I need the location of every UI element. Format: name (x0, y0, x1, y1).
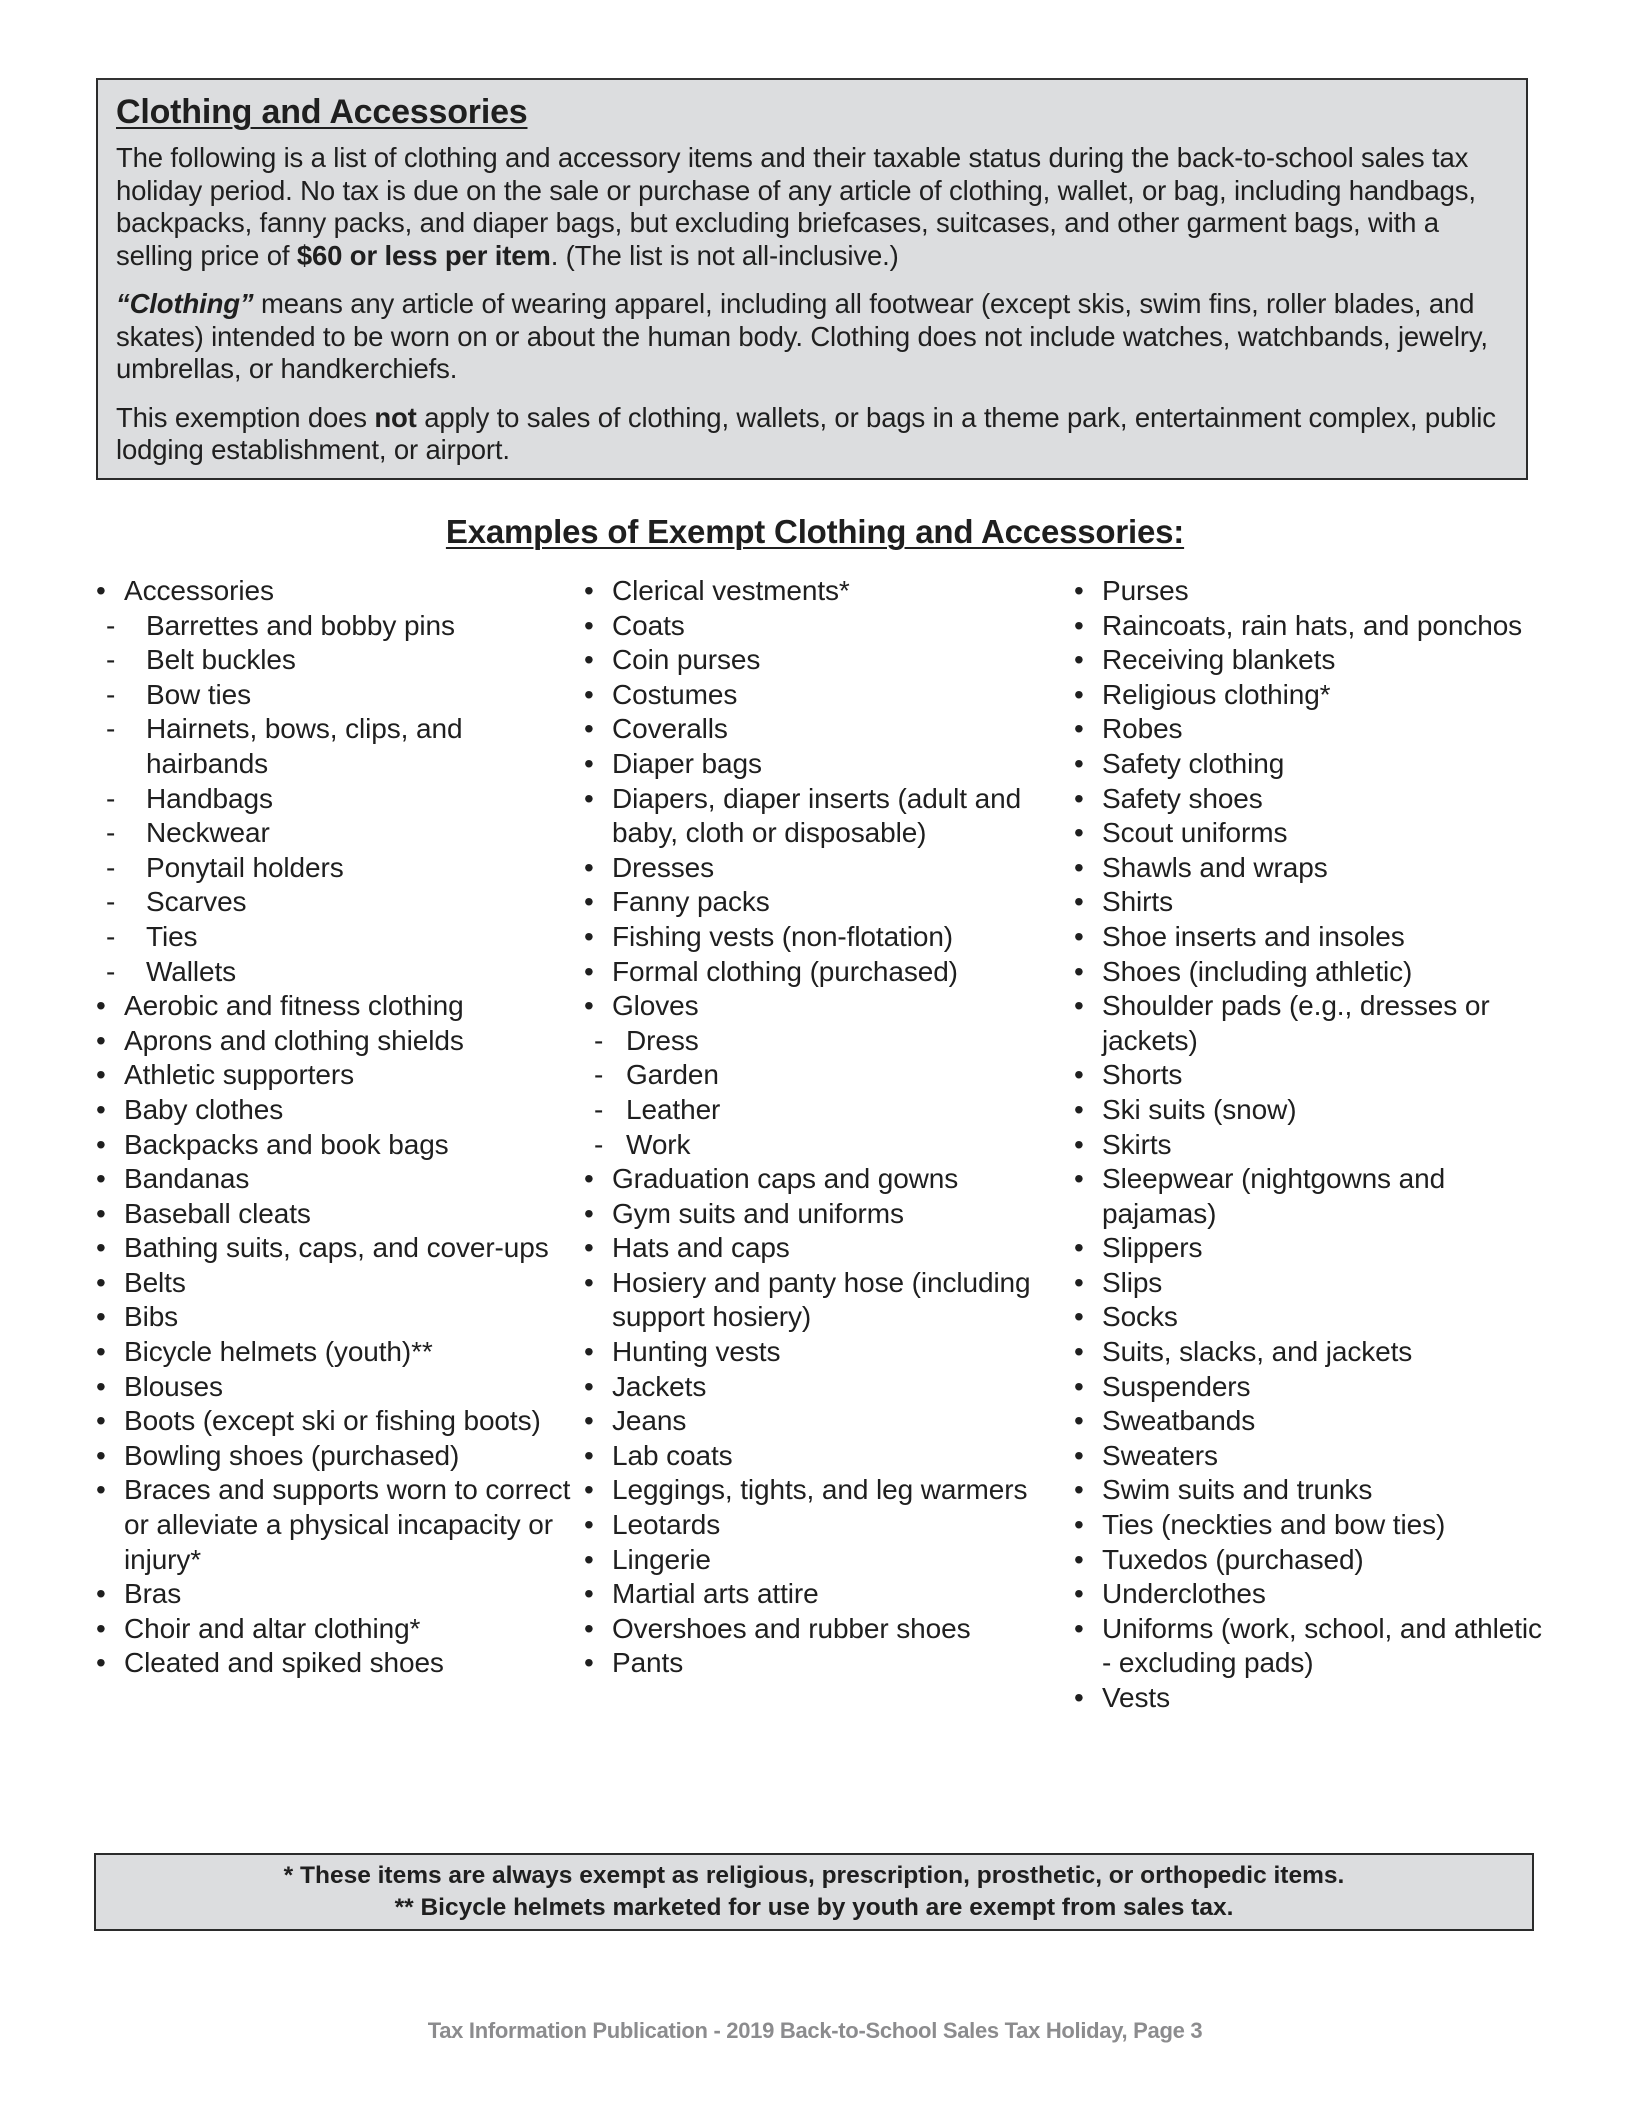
list-item (1074, 1370, 1554, 1405)
list-item-label: Shoulder pads (e.g., dresses or jackets) (1102, 990, 1490, 1056)
list-item (1074, 955, 1554, 990)
list-item (584, 712, 1064, 747)
list-item (96, 574, 576, 989)
list-item-label: Slippers (1102, 1232, 1203, 1264)
list-item (584, 885, 1064, 920)
sub-list-item-label: Bow ties (146, 678, 252, 710)
list-item (96, 1162, 576, 1197)
bullet-icon: • (96, 1612, 106, 1644)
bullet-icon: • (1074, 678, 1084, 710)
list-item (96, 1404, 576, 1439)
dash-icon: - (106, 886, 116, 918)
exclusion-text: This exemption does (116, 401, 375, 433)
bullet-icon: • (584, 1266, 594, 1298)
list-item-label: Martial arts attire (612, 1578, 819, 1610)
bullet-icon: • (584, 851, 594, 883)
list-item (1074, 1128, 1554, 1163)
list-item (1074, 1681, 1554, 1716)
list-item-label: Baseball cleats (124, 1197, 311, 1229)
list-item-label: Clerical vestments* (612, 575, 850, 606)
sub-list (96, 609, 576, 990)
list-item-label: Hosiery and panty hose (including support hosiery) (612, 1266, 1031, 1333)
list-item (1074, 782, 1554, 817)
bullet-icon: • (584, 747, 594, 779)
bullet-icon: • (1074, 747, 1084, 779)
sub-list-item (584, 1058, 1064, 1093)
bullet-icon: • (96, 990, 106, 1022)
list-item (584, 1266, 1064, 1335)
list-item-label: Fanny packs (612, 886, 770, 918)
list-item (584, 1439, 1064, 1474)
list-item (96, 1439, 576, 1474)
definition-text: means any article of wearing apparel, including all footwear (except skis, swim fins, roller blades, and skates) intended to be worn on or about the human body. Clothing does not include watches, watchbands, jewelry, umbrellas, or handkerchiefs. (116, 288, 1488, 384)
list-item-label: Shoes (including athletic) (1102, 955, 1413, 987)
sub-list-item (96, 816, 576, 851)
sub-list-item (96, 643, 576, 678)
bullet-icon: • (584, 713, 594, 745)
list-item-label: Vests (1102, 1682, 1170, 1713)
list-item-label: Choir and altar clothing* (124, 1612, 421, 1644)
sub-list-item (96, 851, 576, 886)
bullet-icon: • (1074, 1266, 1084, 1298)
list-item (584, 1473, 1064, 1508)
list-item-label: Jackets (612, 1370, 707, 1402)
list-item-label: Safety shoes (1102, 782, 1263, 814)
list-item (584, 1404, 1064, 1439)
list-item (584, 1543, 1064, 1578)
list-item (584, 678, 1064, 713)
exempt-items-column-3 (1074, 574, 1554, 1716)
bullet-icon: • (584, 1163, 594, 1195)
bullet-icon: • (1074, 1439, 1084, 1471)
bullet-icon: • (584, 644, 594, 676)
bullet-icon: • (584, 1509, 594, 1541)
list-item-label: Swim suits and trunks (1102, 1474, 1373, 1506)
list-item-label: Gym suits and uniforms (612, 1197, 904, 1229)
list-item-label: Accessories (124, 575, 274, 606)
list-item (1074, 1300, 1554, 1335)
list-item (1074, 643, 1554, 678)
list-item (96, 1024, 576, 1059)
dash-icon: - (106, 713, 116, 745)
list-item-label: Tuxedos (purchased) (1102, 1543, 1364, 1575)
bullet-icon: • (584, 1405, 594, 1437)
list-item (1074, 712, 1554, 747)
list-item (584, 782, 1064, 851)
dash-icon: - (106, 782, 116, 814)
bullet-icon: • (584, 920, 594, 952)
list-item (1074, 574, 1554, 609)
list-item (1074, 885, 1554, 920)
list-item (584, 643, 1064, 678)
dash-icon: - (106, 644, 116, 676)
bullet-icon: • (584, 1336, 594, 1368)
bullet-icon: • (96, 1163, 106, 1195)
footnote-double-asterisk: ** Bicycle helmets marketed for use by youth are exempt from sales tax. (394, 1894, 1234, 1921)
list-item (96, 1646, 576, 1681)
list-item (584, 1370, 1064, 1405)
list-item (96, 1197, 576, 1232)
bullet-icon: • (1074, 575, 1084, 606)
list-item-label: Hunting vests (612, 1336, 781, 1368)
bullet-icon: • (584, 955, 594, 987)
list-item-label: Purses (1102, 575, 1189, 606)
bullet-icon: • (1074, 713, 1084, 745)
list-item (584, 851, 1064, 886)
list-item-label: Socks (1102, 1301, 1178, 1333)
list-item-label: Bowling shoes (purchased) (124, 1439, 460, 1471)
list-item (584, 955, 1064, 990)
exempt-items-column-2 (584, 574, 1064, 1681)
intro-paragraph-price-limit (116, 142, 1508, 272)
list-item (96, 989, 576, 1024)
list-item-label: Ties (neckties and bow ties) (1102, 1509, 1446, 1541)
list-item-label: Religious clothing* (1102, 678, 1331, 710)
intro-title: Clothing and Accessories (116, 93, 528, 131)
list-item-label: Sweaters (1102, 1439, 1218, 1471)
list-item-label: Bathing suits, caps, and cover-ups (124, 1232, 549, 1264)
bullet-icon: • (584, 1232, 594, 1264)
list-item (1074, 1508, 1554, 1543)
list-item (1074, 1473, 1554, 1508)
list-item-label: Aerobic and fitness clothing (124, 990, 464, 1022)
bullet-icon: • (1074, 1370, 1084, 1402)
bullet-icon: • (584, 1439, 594, 1471)
bullet-icon: • (1074, 851, 1084, 883)
list-item-label: Raincoats, rain hats, and ponchos (1102, 609, 1523, 641)
bullet-icon: • (1074, 990, 1084, 1022)
list-item (1074, 851, 1554, 886)
sub-list-item-label: Handbags (146, 782, 273, 814)
sub-list-item-label: Ponytail holders (146, 851, 344, 883)
bullet-icon: • (1074, 817, 1084, 849)
bullet-icon: • (96, 1336, 106, 1368)
dash-icon: - (106, 920, 116, 952)
bullet-icon: • (96, 1439, 106, 1471)
list-item-label: Graduation caps and gowns (612, 1163, 959, 1195)
dash-icon: - (106, 955, 116, 987)
sub-list-item-label: Ties (146, 920, 198, 952)
list-item-label: Diapers, diaper inserts (adult and baby, cloth or disposable) (612, 782, 1022, 849)
list-item-label: Sweatbands (1102, 1405, 1256, 1437)
list-item (1074, 1439, 1554, 1474)
list-item (96, 1577, 576, 1612)
intro-paragraph-definition (116, 288, 1508, 386)
list-item-label: Braces and supports worn to correct or alleviate a physical incapacity or injury* (124, 1474, 571, 1575)
bullet-icon: • (1074, 1301, 1084, 1333)
page-footer: Tax Information Publication - 2019 Back-to-School Sales Tax Holiday, Page 3 (427, 2018, 1203, 2043)
list-item-label: Coin purses (612, 644, 761, 676)
list-item-label: Receiving blankets (1102, 644, 1336, 676)
bullet-icon: • (1074, 955, 1084, 987)
list-item-label: Uniforms (work, school, and athletic - excluding pads) (1102, 1612, 1542, 1679)
sub-list-item-label: Neckwear (146, 817, 270, 849)
bullet-icon: • (96, 1301, 106, 1333)
list-item (1074, 747, 1554, 782)
list-item-label: Coats (612, 609, 685, 641)
list-item-label: Cleated and spiked shoes (124, 1647, 444, 1679)
exclusion-text: apply to sales of clothing, wallets, or bags in a theme park, entertainment complex, public lodging establishment, or airport. (116, 401, 1496, 465)
list-item (1074, 609, 1554, 644)
bullet-icon: • (1074, 1059, 1084, 1091)
list-item (1074, 920, 1554, 955)
list-item (96, 1473, 576, 1577)
list-item (1074, 816, 1554, 851)
list-item-label: Athletic supporters (124, 1059, 354, 1091)
bullet-icon: • (584, 678, 594, 710)
bullet-icon: • (584, 1543, 594, 1575)
intro-text: . (The list is not all-inclusive.) (550, 239, 899, 271)
bullet-icon: • (96, 1405, 106, 1437)
list-item-label: Sleepwear (nightgowns and pajamas) (1102, 1163, 1446, 1229)
bullet-icon: • (1074, 1093, 1084, 1125)
list-item-label: Formal clothing (purchased) (612, 955, 958, 987)
list-item-label: Suits, slacks, and jackets (1102, 1336, 1413, 1368)
bullet-icon: • (584, 1474, 594, 1506)
list-item-label: Lingerie (612, 1543, 711, 1575)
bullet-icon: • (1074, 886, 1084, 918)
bullet-icon: • (96, 1128, 106, 1160)
list-item (584, 1612, 1064, 1647)
bullet-icon: • (96, 1093, 106, 1125)
list-item-label: Bibs (124, 1301, 179, 1333)
list-item-label: Jeans (612, 1405, 687, 1437)
bullet-icon: • (96, 1370, 106, 1402)
sub-list-item (96, 782, 576, 817)
list-item (1074, 1231, 1554, 1266)
list-item (584, 574, 1064, 609)
list-item-label: Bras (124, 1578, 182, 1610)
footnote-box (94, 1853, 1534, 1931)
bullet-icon: • (96, 1647, 106, 1679)
sub-list-item-label: Leather (626, 1093, 721, 1125)
list-item (1074, 989, 1554, 1058)
sub-list-item (96, 678, 576, 713)
list-item-label: Scout uniforms (1102, 817, 1288, 849)
list-item (1074, 1162, 1554, 1231)
bullet-icon: • (584, 1612, 594, 1644)
list-item (96, 1370, 576, 1405)
list-item (584, 920, 1064, 955)
exempt-items-column-1 (96, 574, 576, 1681)
list-item-label: Bicycle helmets (youth)** (124, 1336, 433, 1368)
bullet-icon: • (1074, 1509, 1084, 1541)
list-item (584, 1508, 1064, 1543)
bullet-icon: • (584, 886, 594, 918)
list-item (1074, 1404, 1554, 1439)
list-item-label: Boots (except ski or fishing boots) (124, 1405, 541, 1437)
intro-text: The following is a list of clothing and accessory items and their taxable status during the back-to-school sales tax holiday period. No tax is due on the sale or purchase of any article of clothing, wallet, or bag, including handbags, backpacks, fanny packs, and diaper bags, but excluding briefcases, suitcases, and other garment bags, with a selling price of (116, 142, 1476, 271)
dash-icon: - (106, 851, 116, 883)
sub-list-item-label: Garden (626, 1059, 719, 1091)
bullet-icon: • (1074, 644, 1084, 676)
bullet-icon: • (1074, 1163, 1084, 1195)
list-item-label: Costumes (612, 678, 738, 710)
list-item (584, 1162, 1064, 1197)
list-item (96, 1058, 576, 1093)
sub-list-item-label: Wallets (146, 955, 237, 987)
list-item-label: Suspenders (1102, 1370, 1251, 1402)
dash-icon: - (594, 1093, 604, 1125)
list-item-label: Dresses (612, 851, 714, 883)
clothing-term: “Clothing” (116, 288, 254, 319)
list-item (584, 1231, 1064, 1266)
list-item-label: Fishing vests (non-flotation) (612, 920, 954, 952)
bullet-icon: • (1074, 1405, 1084, 1437)
list-item (584, 1646, 1064, 1681)
list-item-label: Backpacks and book bags (124, 1128, 449, 1160)
sub-list-item-label: Belt buckles (146, 644, 296, 676)
bullet-icon: • (1074, 782, 1084, 814)
list-item (1074, 678, 1554, 713)
bullet-icon: • (96, 1059, 106, 1091)
bullet-icon: • (96, 1197, 106, 1229)
bullet-icon: • (96, 1474, 106, 1506)
list-item-label: Coveralls (612, 713, 728, 745)
clothing-intro-box (96, 78, 1528, 480)
list-item-label: Skirts (1102, 1128, 1172, 1160)
list-item-label: Ski suits (snow) (1102, 1093, 1297, 1125)
list-item-label: Leggings, tights, and leg warmers (612, 1474, 1028, 1506)
sub-list-item (584, 1024, 1064, 1059)
sub-list-item-label: Dress (626, 1024, 699, 1056)
list-item (96, 1266, 576, 1301)
bullet-icon: • (584, 990, 594, 1022)
bullet-icon: • (584, 575, 594, 606)
list-item-label: Overshoes and rubber shoes (612, 1612, 971, 1644)
bullet-icon: • (1074, 609, 1084, 641)
list-item-label: Pants (612, 1647, 684, 1679)
bullet-icon: • (584, 1370, 594, 1402)
sub-list-item (96, 955, 576, 990)
sub-list (584, 1024, 1064, 1162)
list-item (96, 1612, 576, 1647)
list-item-label: Underclothes (1102, 1578, 1266, 1610)
list-item-label: Shirts (1102, 886, 1173, 918)
bullet-icon: • (1074, 1232, 1084, 1264)
list-item-label: Diaper bags (612, 747, 762, 779)
list-item-label: Hats and caps (612, 1232, 790, 1264)
list-item-label: Gloves (612, 990, 699, 1022)
sub-list-item (96, 609, 576, 644)
list-item-label: Shorts (1102, 1059, 1183, 1091)
list-item (96, 1300, 576, 1335)
sub-list-item (584, 1128, 1064, 1163)
bullet-icon: • (96, 575, 106, 606)
bullet-icon: • (584, 782, 594, 814)
sub-list-item (96, 885, 576, 920)
list-item (1074, 1335, 1554, 1370)
bullet-icon: • (584, 609, 594, 641)
list-item-label: Aprons and clothing shields (124, 1024, 464, 1056)
bullet-icon: • (1074, 1682, 1084, 1713)
list-item-label: Robes (1102, 713, 1183, 745)
price-limit-emphasis: $60 or less per item (296, 239, 551, 271)
list-item (96, 1231, 576, 1266)
list-item (96, 1128, 576, 1163)
list-item (1074, 1577, 1554, 1612)
list-item (584, 609, 1064, 644)
footnote-single-asterisk: * These items are always exempt as religious, prescription, prosthetic, or orthopedic items. (283, 1862, 1345, 1889)
list-item-label: Shoe inserts and insoles (1102, 920, 1405, 952)
sub-list-item (96, 920, 576, 955)
bullet-icon: • (1074, 1543, 1084, 1575)
list-item (1074, 1612, 1554, 1681)
list-item (584, 747, 1064, 782)
sub-list-item-label: Barrettes and bobby pins (146, 609, 455, 641)
bullet-icon: • (96, 1266, 106, 1298)
list-item (1074, 1266, 1554, 1301)
bullet-icon: • (96, 1232, 106, 1264)
not-emphasis: not (374, 401, 417, 433)
sub-list-item (96, 712, 576, 781)
list-item-label: Baby clothes (124, 1093, 284, 1125)
bullet-icon: • (1074, 1612, 1084, 1644)
sub-list-item-label: Hairnets, bows, clips, and hairbands (146, 713, 463, 779)
list-item-label: Slips (1102, 1266, 1163, 1298)
list-item (584, 1577, 1064, 1612)
list-item-label: Leotards (612, 1509, 721, 1541)
dash-icon: - (594, 1059, 604, 1091)
bullet-icon: • (1074, 920, 1084, 952)
bullet-icon: • (1074, 1474, 1084, 1506)
list-item (96, 1093, 576, 1128)
bullet-icon: • (96, 1024, 106, 1056)
list-item-label: Bandanas (124, 1163, 250, 1195)
list-item (1074, 1093, 1554, 1128)
bullet-icon: • (96, 1578, 106, 1610)
bullet-icon: • (1074, 1128, 1084, 1160)
list-item (1074, 1543, 1554, 1578)
list-item (96, 1335, 576, 1370)
list-item (584, 1197, 1064, 1232)
dash-icon: - (106, 678, 116, 710)
list-item-label: Belts (124, 1266, 186, 1298)
dash-icon: - (106, 817, 116, 849)
list-item-label: Safety clothing (1102, 747, 1285, 779)
list-item-label: Blouses (124, 1370, 223, 1402)
list-item (1074, 1058, 1554, 1093)
dash-icon: - (594, 1024, 604, 1056)
sub-list-item-label: Scarves (146, 886, 247, 918)
intro-paragraph-exclusion (116, 402, 1508, 467)
bullet-icon: • (584, 1578, 594, 1610)
examples-heading: Examples of Exempt Clothing and Accessories: (445, 513, 1185, 550)
bullet-icon: • (584, 1647, 594, 1679)
sub-list-item (584, 1093, 1064, 1128)
bullet-icon: • (1074, 1336, 1084, 1368)
dash-icon: - (106, 609, 116, 641)
bullet-icon: • (1074, 1578, 1084, 1610)
list-item-label: Lab coats (612, 1439, 733, 1471)
list-item-label: Shawls and wraps (1102, 851, 1328, 883)
bullet-icon: • (584, 1197, 594, 1229)
list-item (584, 989, 1064, 1162)
list-item (584, 1335, 1064, 1370)
sub-list-item-label: Work (626, 1128, 691, 1160)
dash-icon: - (594, 1128, 604, 1160)
